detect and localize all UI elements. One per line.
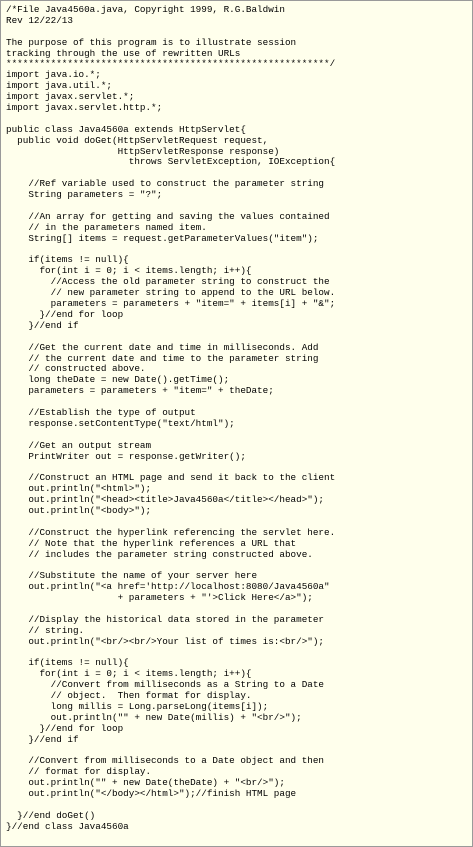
code-line: if(items != null){ [6,657,129,669]
code-line: import java.util.*; [6,80,113,92]
code-line: //Substitute the name of your server here [6,570,258,582]
code-line: response.setContentType("text/html"); [6,417,235,429]
code-line [6,332,335,343]
code-line: public class Java4560a extends HttpServlet{ [6,123,246,135]
code-line: for(int i = 0; i < items.length; i++){ [6,265,252,277]
source-code-block [6,5,335,833]
code-line: //Construct an HTML page and send it back to the client [6,472,336,484]
code-line: // new parameter string to append to the URL below. [6,287,336,299]
code-line: out.println("" + new Date(theDate) + "<br/>"); [6,777,285,789]
code-line: The purpose of this program is to illustrate session [6,36,297,48]
code-line: }//end class Java4560a [6,820,129,832]
code-line: tracking through the use of rewritten URLs [6,47,241,59]
code-line: //Access the old parameter string to construct the [6,276,330,288]
code-line [6,430,335,441]
code-line: // constructed above. [6,363,146,375]
code-line: // in the parameters named item. [6,221,207,233]
code-line: }//end if [6,733,79,745]
code-line: }//end for loop [6,722,124,734]
code-line: out.println("<a href='http://localhost:8080/Java4560a" [6,581,330,593]
code-line: out.println("<head><title>Java4560a</title></head>"); [6,494,325,506]
code-line: out.println("<body>"); [6,504,152,516]
code-line: throws ServletException, IOException{ [6,156,336,168]
code-line: //Display the historical data stored in the parameter [6,613,325,625]
code-line: PrintWriter out = response.getWriter(); [6,450,246,462]
code-line: //An array for getting and saving the values contained [6,210,330,222]
code-line: parameters = parameters + "item=" + theDate; [6,385,274,397]
code-line: // object. Then format for display. [6,690,252,702]
code-line: // string. [6,624,85,636]
code-line: //Ref variable used to construct the parameter string [6,178,325,190]
code-line: //Convert from milliseconds as a String to a Date [6,679,325,691]
code-line: //Convert from milliseconds to a Date object and then [6,755,325,767]
code-line: }//end doGet() [6,809,96,821]
code-line: out.println("<br/><br/>Your list of times is:<br/>"); [6,635,325,647]
code-line: // format for display. [6,766,152,778]
code-line: for(int i = 0; i < items.length; i++){ [6,668,252,680]
code-line: //Construct the hyperlink referencing the servlet here. [6,526,336,538]
code-line: long theDate = new Date().getTime(); [6,374,230,386]
code-line: public void doGet(HttpServletRequest request, [6,134,269,146]
code-line: // the current date and time to the parameter string [6,352,319,364]
code-line: out.println("" + new Date(millis) + "<br/>"); [6,711,302,723]
code-line: import javax.servlet.*; [6,91,135,103]
code-line: out.println("<html>"); [6,483,152,495]
code-line: //Get the current date and time in milliseconds. Add [6,341,319,353]
code-line: import javax.servlet.http.*; [6,102,163,114]
code-line: if(items != null){ [6,254,129,266]
code-line: + parameters + "'>Click Here</a>"); [6,592,313,604]
code-line: // includes the parameter string constructed above. [6,548,313,560]
code-line: //Get an output stream [6,439,152,451]
code-line: long millis = Long.parseLong(items[i]); [6,701,269,712]
code-line: Rev 12/22/13 [6,14,73,26]
code-line: String parameters = "?"; [6,189,163,201]
code-line: import java.io.*; [6,69,101,81]
code-line: /*File Java4560a.java, Copyright 1999, R.G.Baldwin [6,4,285,15]
code-line: String[] items = request.getParameterValues("item"); [6,232,319,244]
code-line: parameters = parameters + "item=" + items[i] + "&"; [6,298,336,310]
code-line: **********************************************************/ [6,58,336,70]
code-line: // Note that the hyperlink references a URL that [6,537,297,549]
code-line: //Establish the type of output [6,406,196,418]
code-line: }//end if [6,319,79,331]
code-line: HttpServletResponse response) [6,145,280,157]
code-line: out.println("</body></html>");//finish HTML page [6,788,297,800]
code-line: }//end for loop [6,308,124,320]
